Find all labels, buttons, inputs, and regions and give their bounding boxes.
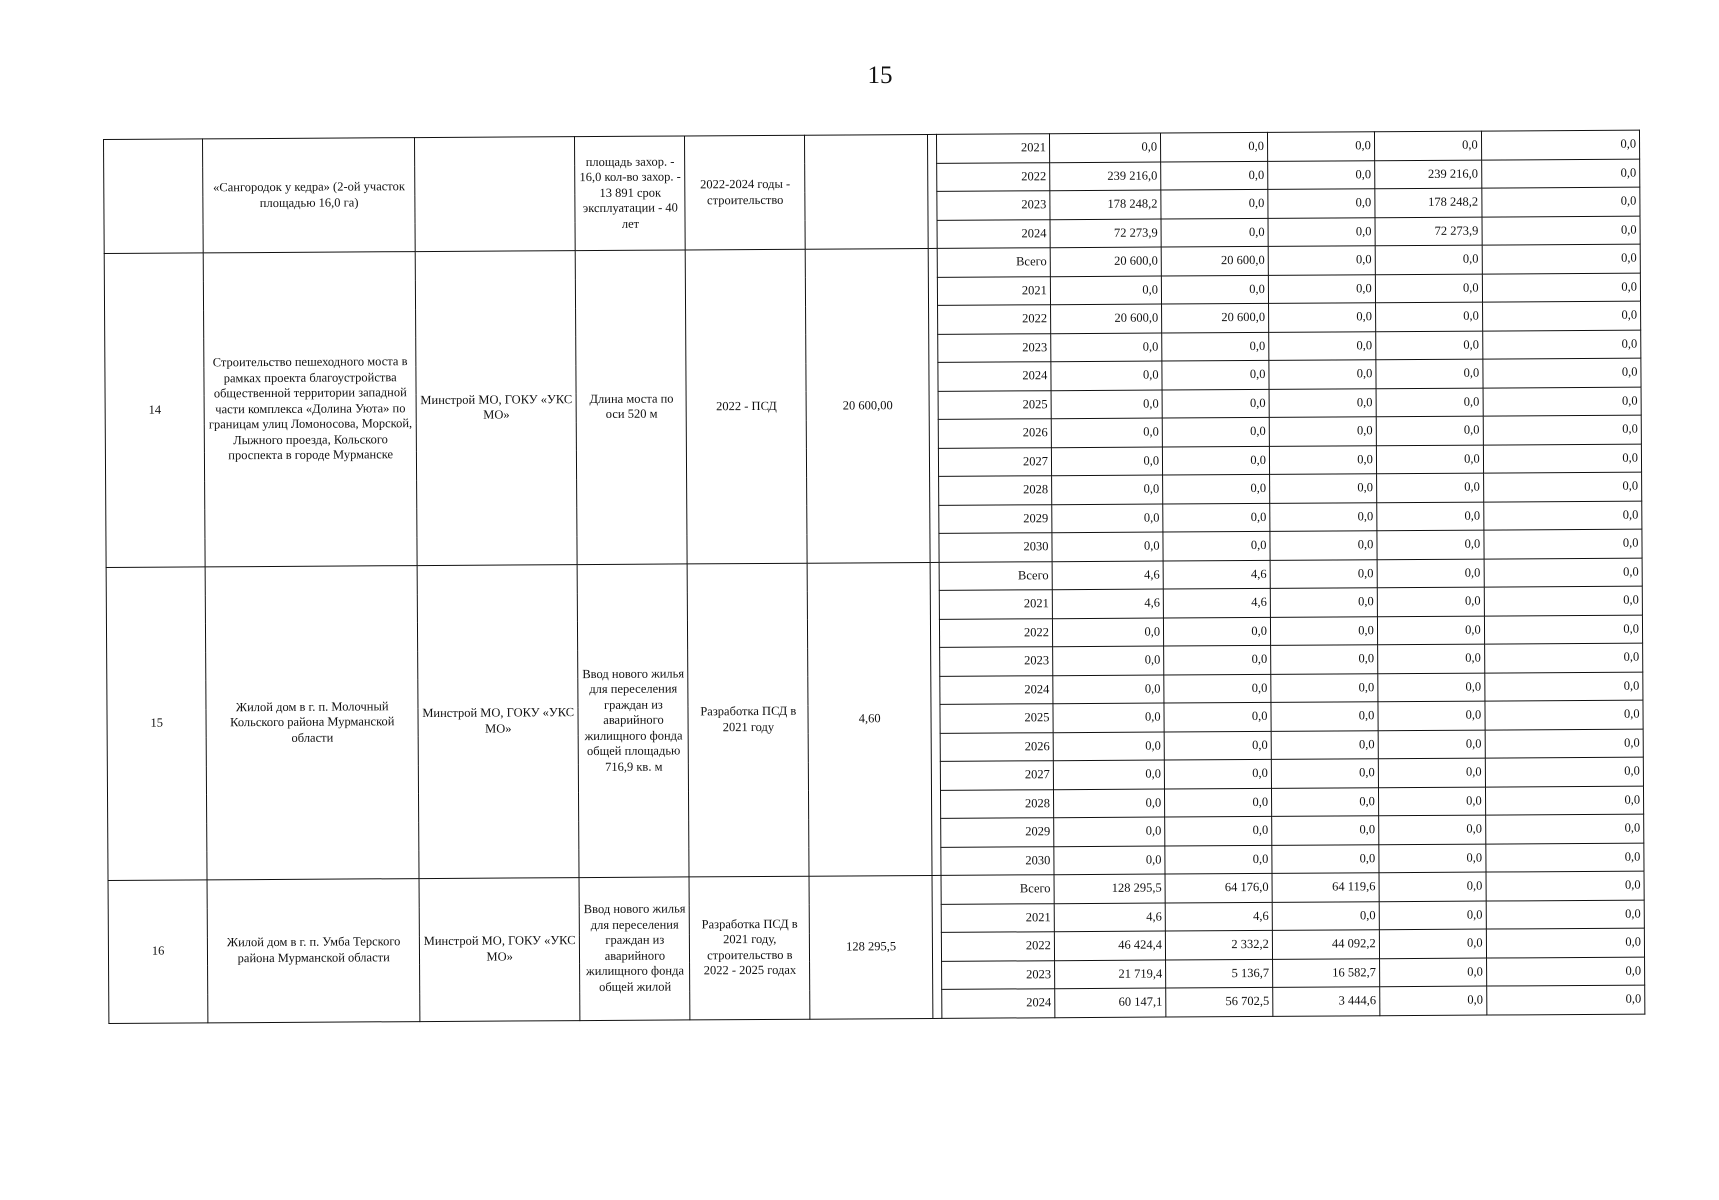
- value-cell: 0,0: [1377, 502, 1484, 531]
- value-cell: 0,0: [1270, 616, 1377, 645]
- value-cell: 0,0: [1483, 501, 1641, 530]
- value-cell: 0,0: [1268, 160, 1375, 189]
- value-cell: 0,0: [1485, 814, 1643, 843]
- value-cell: 0,0: [1052, 532, 1163, 561]
- value-cell: 0,0: [1161, 218, 1268, 247]
- value-cell: 0,0: [1162, 332, 1269, 361]
- value-cell: 0,0: [1379, 815, 1486, 844]
- value-cell: 0,0: [1164, 674, 1271, 703]
- value-cell: 0,0: [1484, 558, 1642, 587]
- year-cell: Всего: [941, 875, 1054, 904]
- value-cell: 0,0: [1486, 843, 1644, 872]
- value-cell: 4,6: [1052, 561, 1163, 590]
- value-cell: 0,0: [1379, 872, 1486, 901]
- project-capacity: Ввод нового жилья для переселения граждан из аварийного жилищного фонда общей жилой: [579, 877, 690, 1020]
- value-cell: 0,0: [1270, 502, 1377, 531]
- value-cell: 0,0: [1053, 760, 1164, 789]
- value-cell: 0,0: [1268, 217, 1375, 246]
- value-cell: 0,0: [1161, 275, 1268, 304]
- year-cell: 2021: [936, 134, 1049, 163]
- value-cell: 0,0: [1161, 189, 1268, 218]
- value-cell: 0,0: [1051, 418, 1162, 447]
- value-cell: 20 600,0: [1050, 304, 1161, 333]
- year-cell: 2029: [940, 818, 1053, 847]
- value-cell: 0,0: [1049, 133, 1160, 162]
- value-cell: 0,0: [1165, 788, 1272, 817]
- value-cell: 16 582,7: [1272, 958, 1379, 987]
- value-cell: 0,0: [1376, 331, 1483, 360]
- value-cell: 0,0: [1380, 986, 1487, 1015]
- value-cell: 0,0: [1484, 643, 1642, 672]
- value-cell: 0,0: [1483, 415, 1641, 444]
- value-cell: 178 248,2: [1050, 190, 1161, 219]
- project-executor: [415, 137, 576, 252]
- value-cell: 0,0: [1377, 559, 1484, 588]
- value-cell: 0,0: [1165, 845, 1272, 874]
- value-cell: 0,0: [1162, 389, 1269, 418]
- year-cell: 2021: [937, 276, 1050, 305]
- value-cell: 0,0: [1483, 358, 1641, 387]
- project-capacity: Длина моста по оси 520 м: [576, 250, 688, 564]
- value-cell: 0,0: [1270, 588, 1377, 617]
- value-cell: 0,0: [1270, 559, 1377, 588]
- value-cell: 0,0: [1052, 475, 1163, 504]
- project-period: 2022-2024 годы - строительство: [685, 135, 805, 250]
- project-executor: Минстрой МО, ГОКУ «УКС МО»: [419, 878, 580, 1021]
- value-cell: 0,0: [1379, 929, 1486, 958]
- value-cell: 0,0: [1483, 444, 1641, 473]
- value-cell: 0,0: [1269, 331, 1376, 360]
- value-cell: 0,0: [1163, 531, 1270, 560]
- value-cell: 0,0: [1485, 757, 1643, 786]
- value-cell: 0,0: [1051, 390, 1162, 419]
- value-cell: 0,0: [1378, 758, 1485, 787]
- project-name: Жилой дом в г. п. Молочный Кольского района Мурманской области: [206, 565, 420, 880]
- value-cell: 0,0: [1482, 244, 1640, 273]
- value-cell: 0,0: [1377, 616, 1484, 645]
- value-cell: 0,0: [1164, 731, 1271, 760]
- year-cell: 2023: [936, 191, 1049, 220]
- value-cell: 0,0: [1376, 473, 1483, 502]
- value-cell: 72 273,9: [1375, 217, 1482, 246]
- value-cell: 0,0: [1375, 274, 1482, 303]
- value-cell: 0,0: [1377, 587, 1484, 616]
- year-cell: 2027: [938, 447, 1051, 476]
- value-cell: 0,0: [1271, 673, 1378, 702]
- project-cost: [805, 134, 929, 249]
- value-cell: 0,0: [1484, 529, 1642, 558]
- value-cell: 0,0: [1481, 159, 1639, 188]
- year-cell: 2026: [940, 732, 1053, 761]
- value-cell: 0,0: [1483, 472, 1641, 501]
- project-number: 16: [108, 880, 208, 1023]
- value-cell: 0,0: [1268, 303, 1375, 332]
- year-cell: 2024: [939, 675, 1052, 704]
- value-cell: 0,0: [1165, 816, 1272, 845]
- value-cell: 20 600,0: [1162, 303, 1269, 332]
- value-cell: 20 600,0: [1161, 246, 1268, 275]
- value-cell: 0,0: [1376, 359, 1483, 388]
- value-cell: 0,0: [1485, 700, 1643, 729]
- project-name: Жилой дом в г. п. Умба Терского района Мурманской области: [207, 879, 420, 1023]
- value-cell: 0,0: [1270, 474, 1377, 503]
- value-cell: 0,0: [1053, 732, 1164, 761]
- year-cell: 2021: [941, 903, 1054, 932]
- value-cell: 0,0: [1053, 646, 1164, 675]
- value-cell: 0,0: [1375, 302, 1482, 331]
- value-cell: 0,0: [1161, 161, 1268, 190]
- value-cell: 0,0: [1377, 644, 1484, 673]
- project-number: [104, 139, 204, 254]
- year-cell: 2022: [941, 932, 1054, 961]
- year-cell: 2023: [937, 333, 1050, 362]
- value-cell: 0,0: [1376, 445, 1483, 474]
- value-cell: 0,0: [1161, 132, 1268, 161]
- value-cell: 0,0: [1162, 417, 1269, 446]
- year-cell: 2022: [939, 618, 1052, 647]
- value-cell: 0,0: [1481, 130, 1639, 159]
- value-cell: 0,0: [1378, 673, 1485, 702]
- value-cell: 0,0: [1269, 445, 1376, 474]
- project-number: 15: [106, 566, 207, 880]
- value-cell: 0,0: [1272, 901, 1379, 930]
- year-cell: 2022: [937, 305, 1050, 334]
- value-cell: 0,0: [1164, 645, 1271, 674]
- value-cell: 239 216,0: [1374, 160, 1481, 189]
- value-cell: 4,6: [1165, 902, 1272, 931]
- value-cell: 64 119,6: [1272, 873, 1379, 902]
- value-cell: 0,0: [1486, 957, 1644, 986]
- value-cell: 0,0: [1164, 617, 1271, 646]
- value-cell: 4,6: [1054, 903, 1165, 932]
- project-period: Разработка ПСД в 2021 году: [688, 563, 810, 877]
- value-cell: 0,0: [1054, 846, 1165, 875]
- value-cell: 0,0: [1270, 531, 1377, 560]
- value-cell: 0,0: [1486, 871, 1644, 900]
- value-cell: 20 600,0: [1050, 247, 1161, 276]
- project-cost: 20 600,00: [805, 248, 930, 562]
- value-cell: 0,0: [1271, 730, 1378, 759]
- value-cell: 0,0: [1268, 274, 1375, 303]
- value-cell: 0,0: [1271, 702, 1378, 731]
- value-cell: 0,0: [1267, 132, 1374, 161]
- year-cell: 2023: [939, 647, 1052, 676]
- year-cell: 2022: [936, 162, 1049, 191]
- value-cell: 0,0: [1379, 901, 1486, 930]
- value-cell: 0,0: [1376, 416, 1483, 445]
- value-cell: 0,0: [1375, 245, 1482, 274]
- value-cell: 0,0: [1050, 276, 1161, 305]
- year-cell: 2024: [937, 219, 1050, 248]
- value-cell: 0,0: [1272, 844, 1379, 873]
- value-cell: 0,0: [1269, 388, 1376, 417]
- value-cell: 0,0: [1268, 189, 1375, 218]
- value-cell: 0,0: [1051, 333, 1162, 362]
- year-cell: 2023: [941, 960, 1054, 989]
- budget-table-body: [104, 130, 1645, 1023]
- year-cell: 2028: [940, 789, 1053, 818]
- project-executor: Минстрой МО, ГОКУ «УКС МО»: [415, 251, 577, 565]
- value-cell: 178 248,2: [1375, 188, 1482, 217]
- project-cost: 128 295,5: [809, 875, 933, 1018]
- year-cell: Всего: [939, 561, 1052, 590]
- year-cell: 2030: [940, 846, 1053, 875]
- value-cell: 0,0: [1482, 273, 1640, 302]
- value-cell: 0,0: [1164, 759, 1271, 788]
- year-cell: 2030: [939, 533, 1052, 562]
- value-cell: 0,0: [1482, 301, 1640, 330]
- value-cell: 5 136,7: [1166, 959, 1273, 988]
- value-cell: 0,0: [1269, 417, 1376, 446]
- value-cell: 0,0: [1482, 330, 1640, 359]
- value-cell: 0,0: [1051, 361, 1162, 390]
- year-cell: 2029: [938, 504, 1051, 533]
- project-name: Строительство пешеходного моста в рамках проекта благоустройства общественной территории западной части комплекса «Долина Уюта» по границам улиц Ломоносова, Морской, Лыжного проезда, Кольского проспекта в городе Мурманске: [204, 252, 418, 567]
- year-cell: 2027: [940, 761, 1053, 790]
- value-cell: 0,0: [1271, 759, 1378, 788]
- value-cell: 0,0: [1379, 958, 1486, 987]
- project-executor: Минстрой МО, ГОКУ «УКС МО»: [417, 564, 579, 878]
- value-cell: 72 273,9: [1050, 219, 1161, 248]
- year-cell: 2021: [939, 590, 1052, 619]
- year-cell: 2026: [938, 419, 1051, 448]
- value-cell: 0,0: [1486, 985, 1644, 1014]
- value-cell: 0,0: [1485, 729, 1643, 758]
- year-cell: Всего: [937, 248, 1050, 277]
- value-cell: 0,0: [1051, 447, 1162, 476]
- value-cell: 56 702,5: [1166, 987, 1273, 1016]
- value-cell: 4,6: [1052, 589, 1163, 618]
- budget-table-sheet: [103, 130, 1646, 1053]
- value-cell: 0,0: [1269, 360, 1376, 389]
- project-cost: 4,60: [807, 562, 932, 876]
- value-cell: 0,0: [1379, 844, 1486, 873]
- value-cell: 0,0: [1271, 645, 1378, 674]
- value-cell: 46 424,4: [1054, 931, 1165, 960]
- value-cell: 4,6: [1163, 560, 1270, 589]
- value-cell: 0,0: [1268, 246, 1375, 275]
- value-cell: 0,0: [1483, 387, 1641, 416]
- value-cell: 0,0: [1164, 702, 1271, 731]
- value-cell: 0,0: [1378, 701, 1485, 730]
- value-cell: 0,0: [1163, 474, 1270, 503]
- page-number: 15: [867, 62, 893, 89]
- value-cell: 0,0: [1484, 615, 1642, 644]
- value-cell: 0,0: [1485, 672, 1643, 701]
- value-cell: 2 332,2: [1165, 930, 1272, 959]
- project-period: 2022 - ПСД: [686, 249, 808, 563]
- value-cell: 0,0: [1378, 730, 1485, 759]
- project-capacity: площадь захор. - 16,0 кол-во захор. - 13 891 срок эксплуатации - 40 лет: [575, 136, 686, 251]
- value-cell: 0,0: [1378, 787, 1485, 816]
- year-cell: 2024: [938, 362, 1051, 391]
- value-cell: 0,0: [1052, 504, 1163, 533]
- year-cell: 2025: [938, 390, 1051, 419]
- value-cell: 64 176,0: [1165, 873, 1272, 902]
- value-cell: 128 295,5: [1054, 874, 1165, 903]
- project-capacity: Ввод нового жилья для переселения граждан из аварийного жилищного фонда общей площадью 716,9 кв. м: [577, 563, 689, 877]
- value-cell: 44 092,2: [1272, 930, 1379, 959]
- value-cell: 0,0: [1482, 216, 1640, 245]
- value-cell: 4,6: [1163, 588, 1270, 617]
- value-cell: 0,0: [1053, 703, 1164, 732]
- value-cell: 0,0: [1376, 388, 1483, 417]
- value-cell: 0,0: [1272, 816, 1379, 845]
- value-cell: 0,0: [1052, 618, 1163, 647]
- value-cell: 0,0: [1374, 131, 1481, 160]
- value-cell: 0,0: [1271, 787, 1378, 816]
- value-cell: 0,0: [1054, 817, 1165, 846]
- value-cell: 0,0: [1162, 360, 1269, 389]
- budget-table: [103, 130, 1645, 1024]
- value-cell: 0,0: [1377, 530, 1484, 559]
- value-cell: 0,0: [1486, 900, 1644, 929]
- value-cell: 21 719,4: [1054, 960, 1165, 989]
- year-cell: 2028: [938, 476, 1051, 505]
- value-cell: 0,0: [1053, 675, 1164, 704]
- project-name: «Сангородок у кедра» (2-ой участок площадью 16,0 га): [203, 138, 415, 253]
- year-cell: 2024: [941, 989, 1054, 1018]
- value-cell: 0,0: [1162, 446, 1269, 475]
- value-cell: 0,0: [1163, 503, 1270, 532]
- value-cell: 60 147,1: [1055, 988, 1166, 1017]
- value-cell: 0,0: [1053, 789, 1164, 818]
- value-cell: 239 216,0: [1050, 162, 1161, 191]
- value-cell: 0,0: [1484, 586, 1642, 615]
- project-period: Разработка ПСД в 2021 году, строительство в 2022 - 2025 годах: [689, 876, 810, 1019]
- project-number: 14: [104, 253, 205, 567]
- value-cell: 0,0: [1486, 928, 1644, 957]
- value-cell: 0,0: [1485, 786, 1643, 815]
- year-cell: 2025: [940, 704, 1053, 733]
- value-cell: 0,0: [1482, 187, 1640, 216]
- value-cell: 3 444,6: [1273, 987, 1380, 1016]
